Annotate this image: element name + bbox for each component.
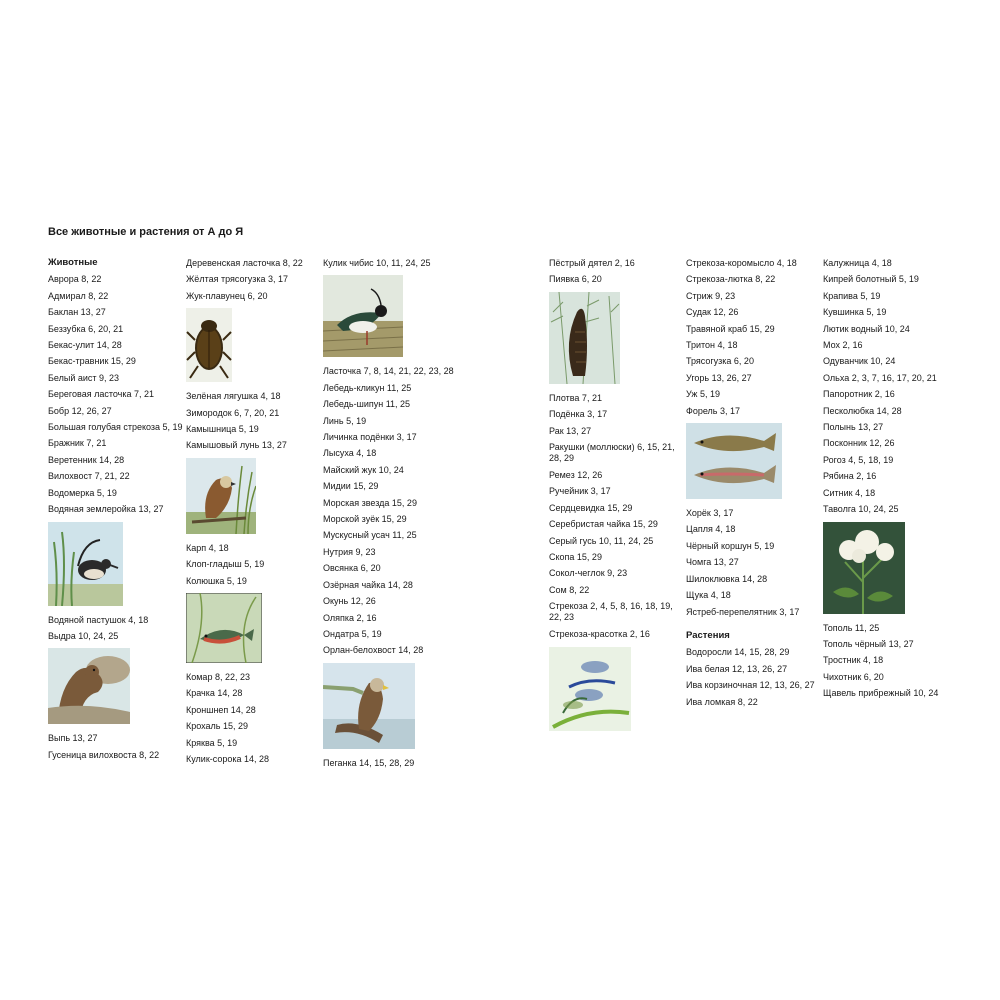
index-entry: Посконник 12, 26 — [823, 438, 895, 449]
index-entry: Стриж 9, 23 — [686, 290, 736, 301]
index-entry-list — [549, 626, 679, 642]
index-entry: Ситник 4, 18 — [823, 487, 876, 498]
index-entry: Карп 4, 18 — [186, 542, 229, 553]
meadowsweet-illustration — [823, 522, 905, 614]
index-entry: Щука 4, 18 — [686, 590, 731, 601]
index-entry: Таволга 10, 24, 25 — [823, 504, 899, 515]
index-entry: Уж 5, 19 — [686, 389, 720, 400]
index-entry-list — [686, 694, 816, 710]
index-entry: Мускусный усач 11, 25 — [323, 530, 417, 541]
water-shrew-illustration — [48, 522, 123, 606]
index-entry: Серебристая чайка 15, 29 — [549, 519, 658, 530]
index-entry: Крохаль 15, 29 — [186, 721, 249, 732]
index-entry-list — [323, 363, 523, 658]
index-entry: Рябина 2, 16 — [823, 471, 877, 482]
index-entry: Белый аист 9, 23 — [48, 372, 120, 383]
index-entry: Кулик чибис 10, 11, 24, 25 — [323, 258, 431, 268]
index-column-2 — [186, 255, 321, 768]
index-entry: Комар 8, 22, 23 — [186, 672, 250, 683]
index-entry: Веретенник 14, 28 — [48, 454, 125, 465]
index-entry: Бекас-травник 15, 29 — [48, 356, 136, 367]
index-entry: Лебедь-шипун 11, 25 — [323, 399, 411, 410]
index-entry: Тростник 4, 18 — [823, 655, 884, 666]
index-entry: Озёрная чайка 14, 28 — [323, 579, 413, 590]
index-entry: Одуванчик 10, 24 — [823, 356, 896, 367]
index-entry: Стрекоза-коромысло 4, 18 — [686, 258, 797, 268]
index-entry: Полынь 13, 27 — [823, 422, 884, 433]
index-entry: Нутрия 9, 23 — [323, 546, 376, 557]
index-entry: Чомга 13, 27 — [686, 557, 739, 568]
index-entry: Пёстрый дятел 2, 16 — [549, 258, 635, 268]
index-entry: Кулик-сорока 14, 28 — [186, 754, 270, 765]
index-entry: Хорёк 3, 17 — [686, 508, 734, 519]
index-entry: Цапля 4, 18 — [686, 524, 736, 535]
index-entry-wrapped: Ракушки (моллюски) 6, 15, 21, 28, 29 — [549, 441, 675, 464]
index-entry: Жёлтая трясогузка 3, 17 — [186, 274, 289, 285]
index-entry: Подёнка 3, 17 — [549, 409, 608, 420]
index-entry: Гусеница вилохвоста 8, 22 — [48, 749, 160, 760]
index-entry: Линь 5, 19 — [323, 415, 367, 426]
index-entry: Серый гусь 10, 11, 24, 25 — [549, 535, 654, 546]
index-entry: Камышовый лунь 13, 27 — [186, 440, 287, 451]
index-entry: Стрекоза-лютка 8, 22 — [686, 274, 776, 285]
index-entry: Ремез 12, 26 — [549, 470, 603, 481]
index-column-6 — [823, 255, 963, 702]
index-entry: Ива ломкая 8, 22 — [686, 696, 758, 707]
index-column-1 — [48, 255, 183, 763]
index-entry: Мох 2, 16 — [823, 340, 863, 351]
index-entry: Оляпка 2, 16 — [323, 612, 377, 623]
index-entry: Ласточка 7, 8, 14, 21, 22, 23, 28 — [323, 366, 454, 377]
index-entry: Кряква 5, 19 — [186, 737, 238, 748]
index-entry: Деревенская ласточка 8, 22 — [186, 258, 303, 268]
index-entry-list — [186, 388, 321, 454]
index-entry: Камышница 5, 19 — [186, 424, 259, 435]
index-entry-list — [549, 390, 679, 439]
index-entry-list — [186, 669, 321, 767]
index-entry: Папоротник 2, 16 — [823, 389, 895, 400]
index-entry: Клоп-гладыш 5, 19 — [186, 559, 265, 570]
white-tailed-eagle-illustration — [323, 663, 415, 749]
index-entry: Майский жук 10, 24 — [323, 464, 404, 475]
index-entry: Водоросли 14, 15, 28, 29 — [686, 647, 790, 658]
index-entry: Личинка подёнки 3, 17 — [323, 432, 417, 443]
index-entry: Аврора 8, 22 — [48, 274, 102, 285]
index-entry: Адмирал 8, 22 — [48, 290, 109, 301]
index-entry: Пиявка 6, 20 — [549, 274, 602, 285]
index-entry: Водяной пастушок 4, 18 — [48, 614, 149, 625]
section-heading-plants: Растения — [686, 629, 730, 641]
index-entry-list — [686, 644, 816, 677]
index-entry: Бобр 12, 26, 27 — [48, 405, 112, 416]
index-entry: Крачка 14, 28 — [186, 688, 243, 699]
index-entry: Окунь 12, 26 — [323, 596, 376, 607]
index-entry: Водяная землеройка 13, 27 — [48, 504, 164, 515]
index-entry: Лебедь-кликун 11, 25 — [323, 382, 412, 393]
index-entry: Зимородок 6, 7, 20, 21 — [186, 407, 280, 418]
index-entry: Бекас-улит 14, 28 — [48, 340, 122, 351]
index-entry: Сом 8, 22 — [549, 584, 590, 595]
index-entry: Щавель прибрежный 10, 24 — [823, 688, 939, 699]
index-entry: Тополь чёрный 13, 27 — [823, 638, 914, 649]
index-entry-list — [48, 612, 180, 645]
index-entry: Кроншнеп 14, 28 — [186, 704, 256, 715]
stickleback-illustration — [186, 593, 262, 663]
index-entry: Жук-плавунец 6, 20 — [186, 290, 268, 301]
index-entry: Ястреб-перепелятник 3, 17 — [686, 606, 800, 617]
index-entry: Морская звезда 15, 29 — [323, 497, 417, 508]
index-entry: Кувшинка 5, 19 — [823, 307, 887, 318]
index-entry: Травяной краб 15, 29 — [686, 323, 775, 334]
index-entry: Рак 13, 27 — [549, 425, 592, 436]
index-column-3 — [323, 255, 523, 771]
index-entry: Ручейник 3, 17 — [549, 486, 611, 497]
leech-illustration — [549, 292, 620, 384]
index-entry: Ольха 2, 3, 7, 16, 17, 20, 21 — [823, 372, 937, 383]
index-column-5 — [686, 255, 816, 710]
index-entry: Сокол-чеглок 9, 23 — [549, 568, 628, 579]
index-entry: Ондатра 5, 19 — [323, 628, 382, 639]
index-entry: Песколюбка 14, 28 — [823, 405, 902, 416]
index-entry: Большая голубая стрекоза 5, 19 — [48, 422, 183, 433]
index-entry: Шилоклювка 14, 28 — [686, 573, 768, 584]
index-entry-list — [323, 755, 523, 771]
index-entry: Плотва 7, 21 — [549, 392, 602, 403]
index-entry: Баклан 13, 27 — [48, 307, 106, 318]
index-entry-list — [48, 730, 180, 763]
index-entry-list — [823, 255, 963, 518]
index-entry-list — [186, 255, 321, 304]
index-entry-list — [686, 505, 816, 620]
section-heading-animals: Животные — [48, 257, 98, 268]
lapwing-illustration — [323, 275, 403, 357]
index-entry-list — [48, 271, 183, 517]
index-entry: Рогоз 4, 5, 18, 19 — [823, 454, 894, 465]
index-entry: Мидии 15, 29 — [323, 481, 379, 492]
trout-illustration — [686, 423, 782, 499]
index-entry: Угорь 13, 26, 27 — [686, 372, 752, 383]
index-entry: Сердцевидка 15, 29 — [549, 502, 633, 513]
index-entry: Вилохвост 7, 21, 22 — [48, 471, 130, 482]
index-entry: Береговая ласточка 7, 21 — [48, 389, 155, 400]
index-entry: Трясогузка 6, 20 — [686, 356, 754, 367]
index-entry: Орлан-белохвост 14, 28 — [323, 645, 424, 656]
index-entry: Ива белая 12, 13, 26, 27 — [686, 663, 788, 674]
index-entry: Выпь 13, 27 — [48, 733, 98, 744]
index-entry: Зелёная лягушка 4, 18 — [186, 391, 281, 402]
diving-beetle-illustration — [186, 308, 232, 382]
index-entry: Калужница 4, 18 — [823, 258, 892, 268]
index-entry: Чёрный коршун 5, 19 — [686, 540, 775, 551]
index-entry-list — [549, 467, 679, 598]
index-entry: Форель 3, 17 — [686, 405, 741, 416]
index-entry: Водомерка 5, 19 — [48, 487, 117, 498]
index-column-4 — [549, 255, 679, 737]
index-entry-list — [549, 255, 679, 288]
damselfly-illustration — [549, 647, 631, 731]
index-entry: Лысуха 4, 18 — [323, 448, 377, 459]
index-entry: Морской зуёк 15, 29 — [323, 514, 407, 525]
index-entry: Пеганка 14, 15, 28, 29 — [323, 757, 415, 768]
index-entry: Тополь 11, 25 — [823, 622, 880, 633]
index-entry: Стрекоза-красотка 2, 16 — [549, 629, 650, 640]
index-entry: Бражник 7, 21 — [48, 438, 107, 449]
index-entry: Лютик водный 10, 24 — [823, 323, 910, 334]
index-entry: Крапива 5, 19 — [823, 290, 881, 301]
index-entry: Кипрей болотный 5, 19 — [823, 274, 919, 285]
index-entry-list — [686, 255, 816, 419]
index-entry-list — [323, 255, 523, 271]
index-entry: Беззубка 6, 20, 21 — [48, 323, 124, 334]
index-entry: Овсянка 6, 20 — [323, 563, 381, 574]
index-entry: Тритон 4, 18 — [686, 340, 738, 351]
marsh-harrier-illustration — [186, 458, 256, 534]
index-entry-list — [186, 540, 321, 589]
index-entry: Скопа 15, 29 — [549, 552, 602, 563]
index-title: Все животные и растения от А до Я — [48, 226, 244, 238]
index-entry-wrapped: Ива корзиночная 12, 13, 26, 27 — [686, 679, 815, 690]
index-entry: Колюшка 5, 19 — [186, 575, 247, 586]
index-entry: Судак 12, 26 — [686, 307, 739, 318]
otter-illustration — [48, 648, 130, 724]
index-entry-list — [823, 620, 963, 702]
index-entry-wrapped: Стрекоза 2, 4, 5, 8, 16, 18, 19, 22, 23 — [549, 600, 673, 623]
index-entry: Выдра 10, 24, 25 — [48, 630, 119, 641]
index-entry: Чихотник 6, 20 — [823, 671, 884, 682]
